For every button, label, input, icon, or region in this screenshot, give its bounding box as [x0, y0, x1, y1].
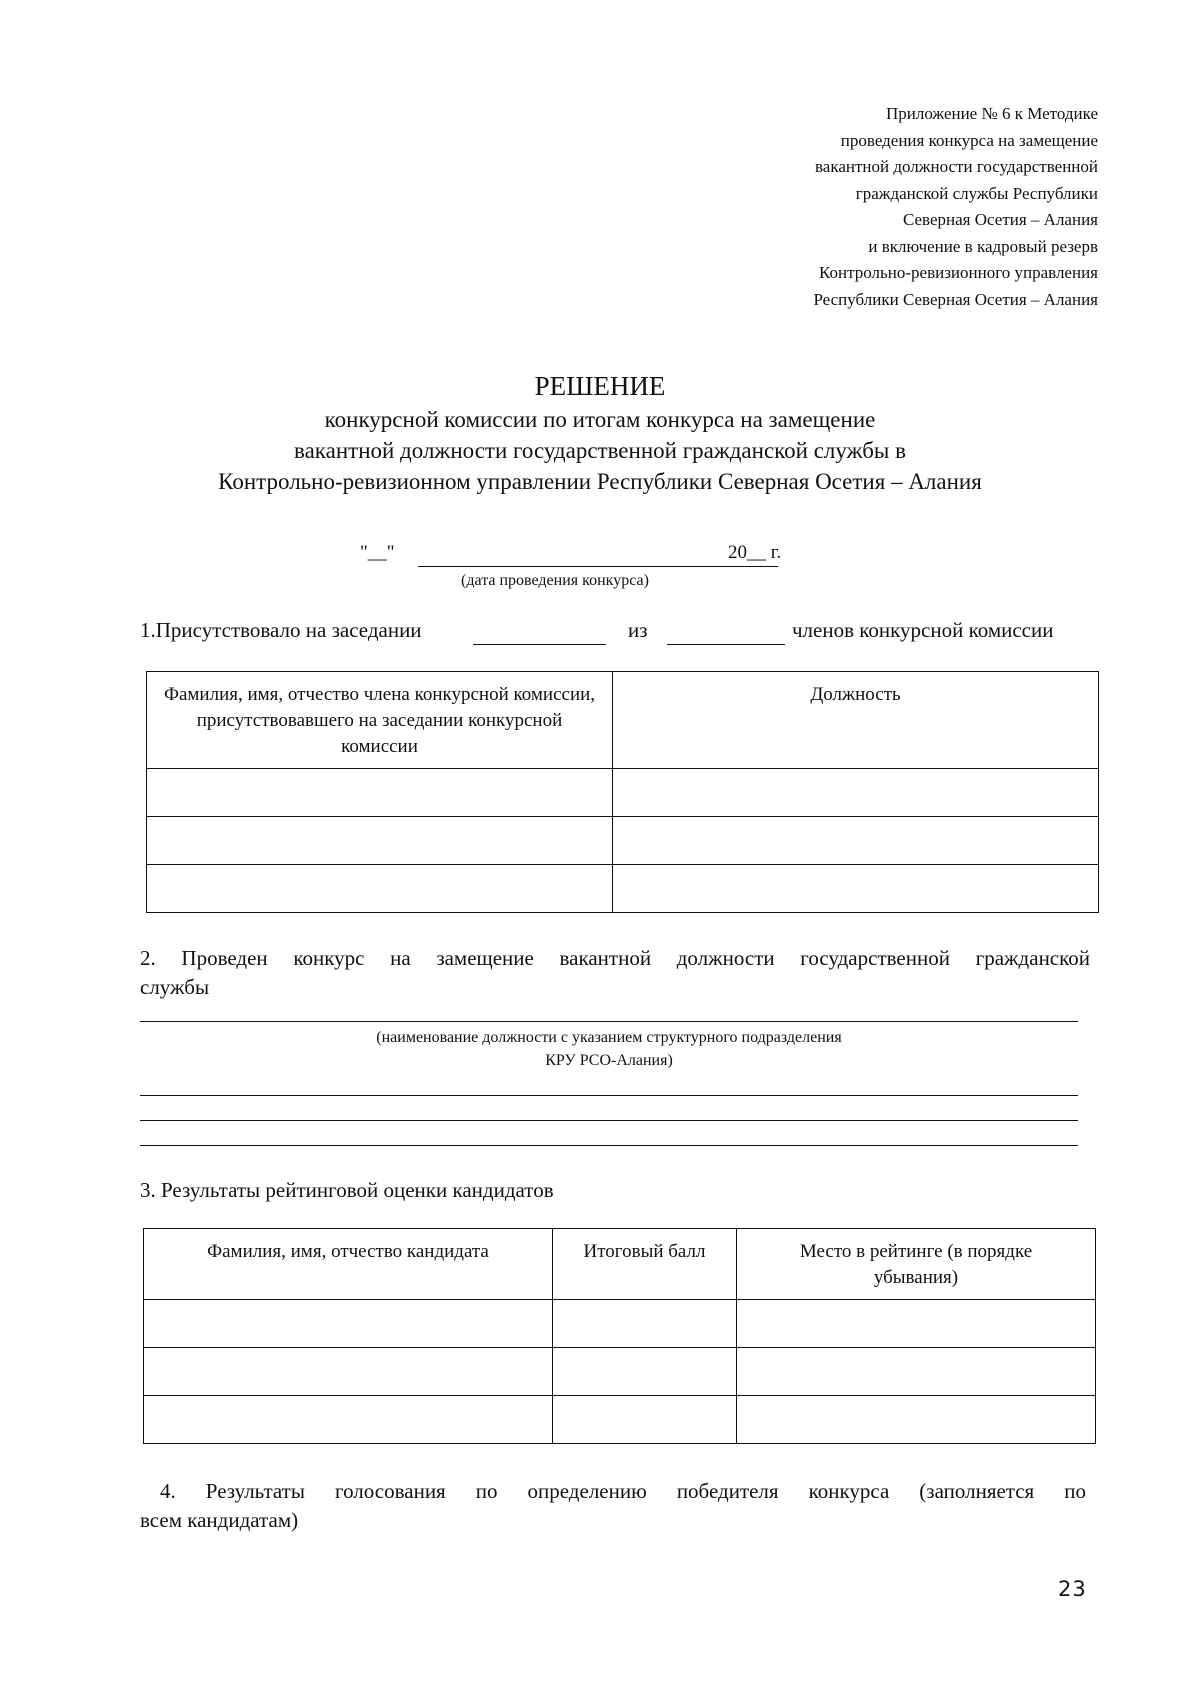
table-cell[interactable]: [613, 865, 1099, 913]
table-cell[interactable]: [737, 1300, 1096, 1348]
table-cell[interactable]: [144, 1300, 553, 1348]
table-header-row: [144, 1229, 1096, 1300]
attendance-line: [140, 618, 1100, 648]
table-cell[interactable]: [147, 865, 613, 913]
attendance-prefix: 1.Присутствовало на заседании: [140, 618, 422, 642]
header-position: Должность: [613, 672, 1099, 769]
appendix-line: проведения конкурса на замещение: [840, 130, 1098, 150]
date-field: [360, 542, 820, 568]
attendance-blank: [473, 644, 606, 645]
table-cell[interactable]: [553, 1396, 737, 1444]
table-cell[interactable]: [553, 1300, 737, 1348]
table-row: [147, 865, 1099, 913]
caption-line: КРУ РСО-Алания): [545, 1052, 673, 1069]
position-name-blank[interactable]: [140, 1021, 1078, 1022]
blank-line[interactable]: [140, 1095, 1078, 1096]
table-cell[interactable]: [737, 1396, 1096, 1444]
date-day-quotes: "__": [360, 542, 395, 563]
table-cell[interactable]: [144, 1396, 553, 1444]
section-4-line: всем кандидатам): [140, 1508, 299, 1532]
table-row: [144, 1300, 1096, 1348]
attendance-middle: из: [628, 618, 648, 642]
section-2-lead: 2. Проведен конкурс на замещение вакантной должности государственной гражданской: [140, 946, 1090, 970]
caption-line: (наименование должности с указанием структурного подразделения: [376, 1029, 842, 1046]
table-cell[interactable]: [613, 769, 1099, 817]
table-cell[interactable]: [613, 817, 1099, 865]
position-caption: [140, 1026, 1078, 1072]
commission-members-table: [146, 671, 1099, 913]
page-number: 23: [1058, 1577, 1087, 1601]
table-cell[interactable]: [144, 1348, 553, 1396]
appendix-line: Северная Осетия – Алания: [902, 210, 1098, 229]
date-caption: (дата проведения конкурса): [461, 572, 649, 589]
appendix-line: Контрольно-ревизионного управления: [819, 263, 1098, 282]
header-candidate-name: Фамилия, имя, отчество кандидата: [144, 1229, 553, 1300]
section-3-title: 3. Результаты рейтинговой оценки кандидатов: [140, 1178, 554, 1202]
table-row: [147, 817, 1099, 865]
table-cell[interactable]: [553, 1348, 737, 1396]
section-2: [140, 944, 1090, 1002]
blank-line[interactable]: [140, 1120, 1078, 1121]
table-header-row: [147, 672, 1099, 769]
table-cell[interactable]: [147, 769, 613, 817]
document-title: [100, 368, 1100, 497]
title-line: конкурсной комиссии по итогам конкурса на замещение: [324, 407, 876, 432]
title-line: вакантной должности государственной гражданской службы в: [294, 438, 906, 463]
candidates-rating-table: [143, 1228, 1096, 1444]
appendix-line: гражданской службы Республики: [855, 183, 1098, 203]
appendix-note: [640, 101, 1098, 313]
date-year: 20__ г.: [728, 542, 782, 563]
appendix-line: вакантной должности государственной: [814, 157, 1098, 176]
attendance-suffix: членов конкурсной комиссии: [792, 618, 1054, 642]
appendix-line: Республики Северная Осетия – Алания: [813, 289, 1098, 309]
table-cell[interactable]: [147, 817, 613, 865]
header-member-name: Фамилия, имя, отчество члена конкурсной комиссии, присутствовавшего на заседании конкурсной комиссии: [147, 672, 613, 769]
table-row: [144, 1348, 1096, 1396]
table-cell[interactable]: [737, 1348, 1096, 1396]
date-blank-line: [418, 566, 778, 567]
header-rating-place: Место в рейтинге (в порядке убывания): [737, 1229, 1096, 1300]
title-line: Контрольно-ревизионном управлении Республики Северная Осетия – Алания: [218, 469, 982, 494]
header-total-score: Итоговый балл: [553, 1229, 737, 1300]
table-row: [144, 1396, 1096, 1444]
appendix-line: и включение в кадровый резерв: [868, 236, 1098, 256]
members-total-blank: [667, 644, 785, 645]
blank-line[interactable]: [140, 1145, 1078, 1146]
section-2-tail: службы: [140, 975, 210, 999]
section-4-line: 4. Результаты голосования по определению победителя конкурса (заполняется по: [160, 1479, 1086, 1503]
table-row: [147, 769, 1099, 817]
appendix-line: Приложение № 6 к Методике: [885, 104, 1098, 123]
title-heading: РЕШЕНИЕ: [534, 371, 666, 401]
section-4: [140, 1477, 1086, 1535]
